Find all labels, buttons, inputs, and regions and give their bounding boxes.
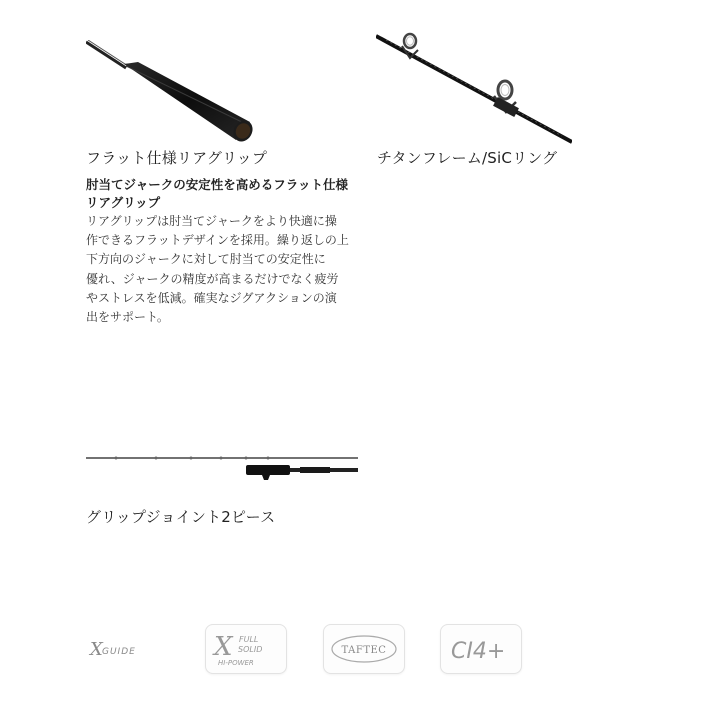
x-full-solid-line2: SOLID — [238, 645, 263, 654]
feature-body — [86, 212, 386, 327]
xguide-logo — [86, 624, 168, 674]
feature-body-line: やストレスを低減。確実なジグアクションの演 — [86, 290, 337, 305]
x-full-solid-line3: HI-POWER — [218, 659, 254, 667]
feature-body-line: リアグリップは肘当てジャークをより快適に操 — [86, 214, 337, 228]
feature-subtitle-line-2: リアグリップ — [86, 195, 161, 210]
rod-guide-image — [376, 32, 572, 147]
feature-body-line: 下方向のジャークに対して肘当ての安定性に — [86, 252, 326, 267]
x-full-solid-logo — [205, 624, 287, 674]
feature-title-titanium-frame: チタンフレーム/SiCリング — [377, 149, 558, 167]
xguide-logo-x: X — [90, 639, 103, 660]
x-full-solid-x: X — [214, 632, 233, 662]
feature-title-grip-joint: グリップジョイント2ピース — [86, 508, 276, 526]
feature-body-line: 作できるフラットデザインを採用。繰り返しの上 — [86, 233, 349, 248]
taftec-logo — [323, 624, 405, 674]
x-full-solid-line1: FULL — [239, 635, 259, 644]
xguide-logo-text: GUIDE — [102, 647, 136, 657]
feature-subtitle-line-1: 肘当てジャークの安定性を高めるフラット仕様 — [86, 177, 349, 192]
taftec-logo-text: TAFTEC — [341, 645, 387, 656]
feature-title-rear-grip: フラット仕様リアグリップ — [86, 149, 268, 167]
feature-body-line: 出をサポート。 — [86, 310, 169, 325]
feature-body-line: 優れ、ジャークの精度が高まるだけでなく疲労 — [86, 271, 339, 286]
feature-subtitle — [86, 176, 386, 212]
ci4plus-logo-text: CI4+ — [451, 639, 506, 664]
rear-grip-image — [86, 40, 258, 145]
ci4plus-logo — [440, 624, 522, 674]
grip-joint-image — [86, 452, 358, 482]
